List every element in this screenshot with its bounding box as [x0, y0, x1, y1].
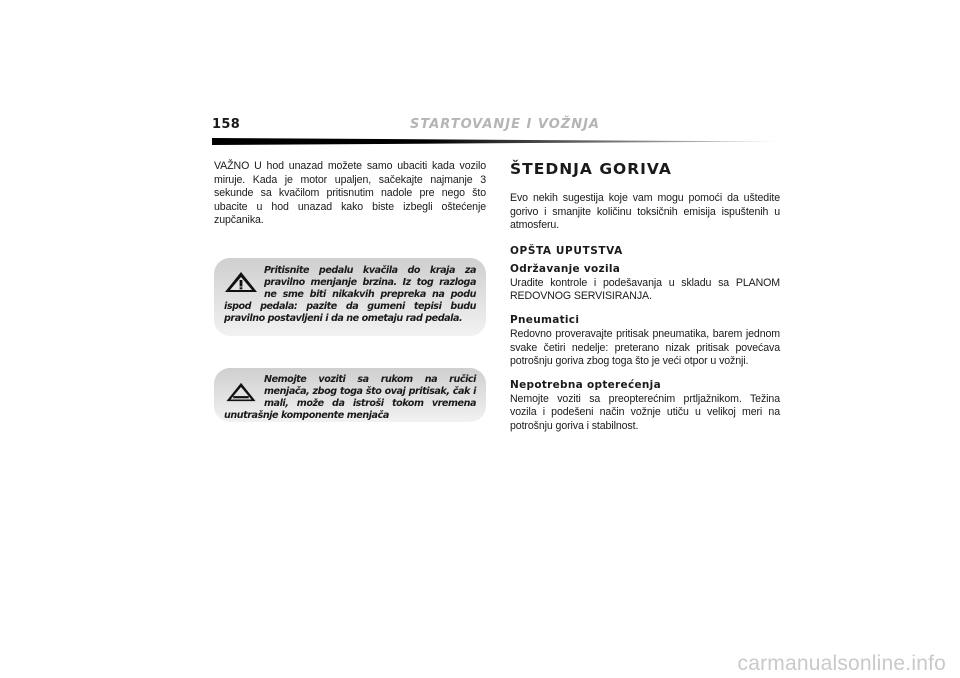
watermark: carmanualsonline.info — [737, 652, 946, 675]
section-intro: Evo nekih sugestija koje vam mogu pomoći da uštedite gorivo i smanjite količinu toksičnih emisija ispuštenih u atmosferu. — [510, 192, 780, 232]
header-rule — [212, 138, 778, 145]
warning-triangle-icon — [224, 382, 258, 402]
item-text-maintenance: Uradite kontrole i podešavanja u skladu sa PLANOM REDOVNOG SERVISIRANJA. — [510, 276, 780, 303]
section-title: ŠTEDNJA GORIVA — [510, 160, 672, 178]
warning-box-gear-lever — [214, 368, 486, 422]
warning-text: Nemojte voziti sa rukom na ručici menjača, zbog toga što ovaj pritisak, čak i mali, može da istroši tokom vremena unutrašnje komponente menjača — [224, 373, 476, 421]
intro-paragraph: VAŽNO U hod unazad možete samo ubaciti kada vozilo miruje. Kada je motor upaljen, sačekajte najmanje 3 sekunde sa kvačilom pritisnutim nadole pre nego što ubacite u hod unazad kako biste izbegli oštećenje zupčanika. — [214, 160, 486, 227]
item-title-tyres: Pneumatici — [510, 313, 580, 326]
warning-triangle-icon — [224, 271, 258, 293]
item-title-loads: Nepotrebna opterećenja — [510, 378, 661, 391]
item-text-loads: Nemojte voziti sa preopterećnim prtljažnikom. Težina vozila i podešeni način vožnje utiču u velikoj meri na potrošnju goriva i stabilnost. — [510, 392, 780, 432]
warning-text: Pritisnite pedalu kvačila do kraja za pravilno menjanje brzina. Iz tog razloga ne sme biti nikakvih prepreka na podu ispod pedala: pazite da gumeni tepisi budu pravilno postavljeni i da ne ometaju rad pedala. — [224, 264, 476, 324]
item-title-maintenance: Održavanje vozila — [510, 262, 621, 275]
item-text-tyres: Redovno proveravajte pritisak pneumatika, barem jednom svake četiri nedelje: preterano nizak pritisak povećava potrošnju goriva zbog toga što je veći otpor u vožnji. — [510, 327, 780, 368]
running-header-title: STARTOVANJE I VOŽNJA — [410, 117, 600, 132]
subsection-title: OPŠTA UPUTSTVA — [510, 244, 623, 257]
left-column — [214, 160, 486, 422]
right-column — [510, 160, 780, 434]
page-number: 158 — [212, 117, 241, 132]
warning-box-clutch — [214, 258, 486, 336]
